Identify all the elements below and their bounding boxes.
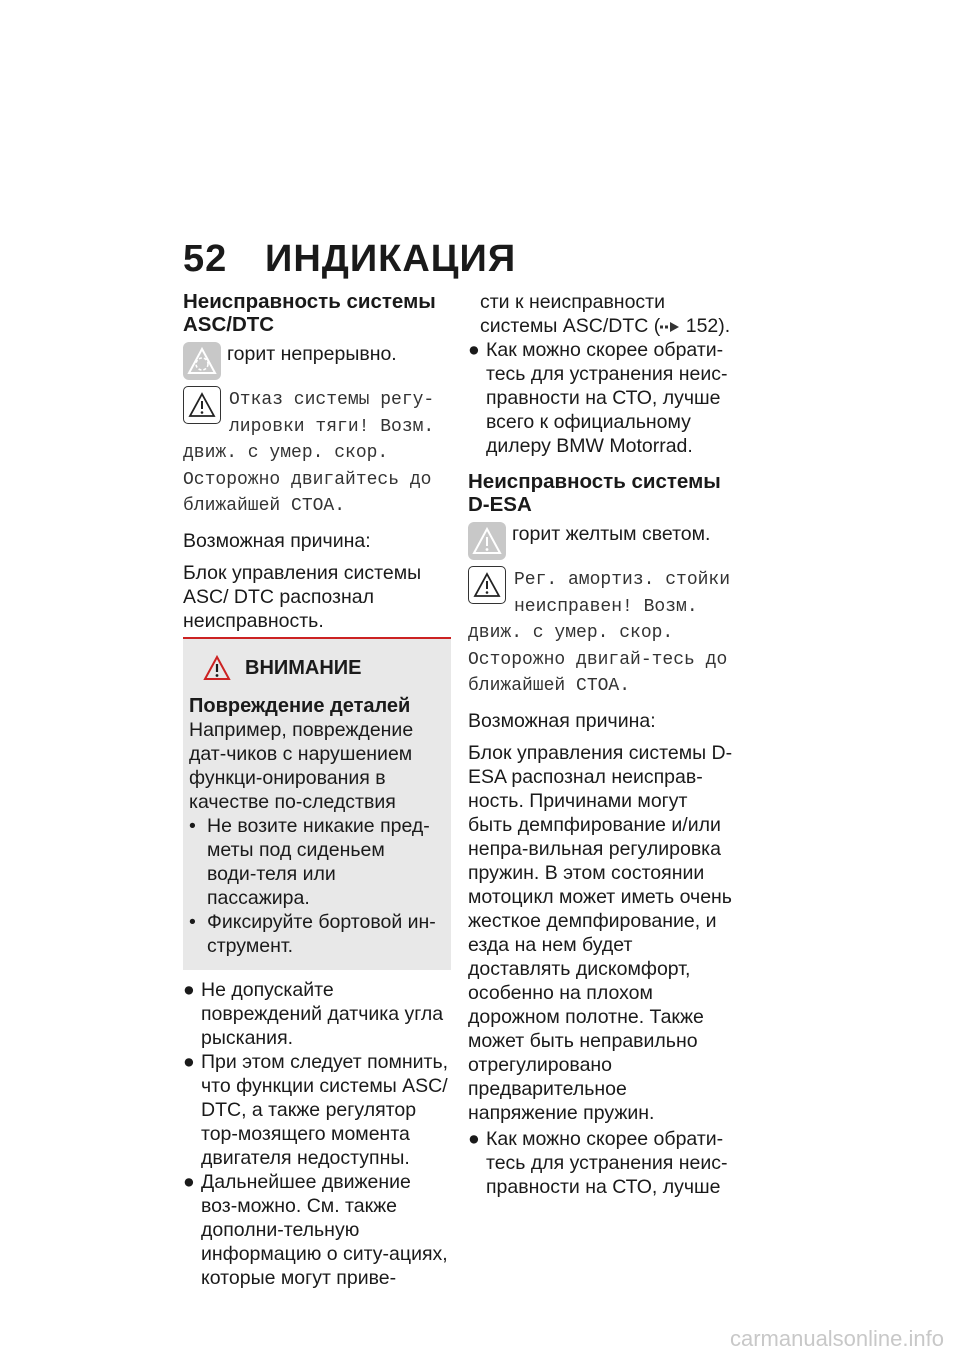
list-item: ● Дальнейшее движение воз-можно. См. также дополни-тельную информацию о ситу-ациях, которые могут приве- (183, 1170, 451, 1290)
list-item-text: Как можно скорее обрати-тесь для устранения неис-правности на СТО, лучше всего к официальному дилеру BMW Motorrad. (486, 339, 728, 457)
cause-label: Возможная причина: (468, 709, 656, 732)
page-reference[interactable]: 152). (685, 315, 731, 337)
list-item: ● Как можно скорее обрати-тесь для устранения неис-правности на СТО, лучше всего к официальному дилеру BMW Motorrad. (468, 338, 736, 458)
page-reference-arrow-icon (660, 322, 680, 332)
warning-triangle-icon (183, 386, 221, 424)
right-column (468, 290, 736, 1199)
cause-text: Блок управления системы ASC/ DTC распознал неисправность. (183, 561, 422, 632)
list-item-text: Дальнейшее движение воз-можно. См. также дополни-тельную информацию о ситу-ациях, которые могут приве- (201, 1170, 448, 1289)
indicator-row (183, 342, 451, 380)
cause-label: Возможная причина: (183, 529, 371, 552)
indicator-text: горит непрерывно. (227, 343, 397, 365)
warning-triangle-icon (468, 566, 506, 604)
attention-bullet: • Фиксируйте бортовой ин-струмент. (189, 910, 439, 958)
list-item-text: При этом следует помнить, что функции системы ASC/ DTC, а также регулятор тор-мозящего момента двигателя недоступны. (201, 1050, 449, 1169)
continued-text-body: сти к неисправности системы ASC/DTC ( (480, 291, 665, 337)
page-header (183, 238, 516, 281)
warning-triangle-filled-icon (468, 522, 506, 560)
page-number: 52 (183, 238, 228, 280)
display-message (468, 566, 736, 699)
list-item-text: Как можно скорее обрати-тесь для устранения неис-правности на СТО, лучше (486, 1127, 728, 1198)
list-item: ● При этом следует помнить, что функции системы ASC/ DTC, а также регулятор тор-мозящего момента двигателя недоступны. (183, 1050, 451, 1170)
attention-warning-icon (203, 655, 231, 681)
section-heading-desa: Неисправность системы D-ESA (468, 470, 721, 516)
display-message-text: Отказ системы регу-лировки тяги! Возм. движ. с умер. скор. Осторожно двигайтесь до ближайшей СТОА. (183, 390, 435, 516)
list-item-text: Не допускайте повреждений датчика угла рыскания. (201, 978, 444, 1049)
warning-triangle-filled-icon (183, 342, 221, 380)
section-heading-asc-dtc: Неисправность системы ASC/DTC (183, 290, 436, 336)
list-item: ● Не допускайте повреждений датчика угла рыскания. (183, 978, 451, 1050)
display-message (183, 386, 451, 519)
attention-header (203, 655, 439, 681)
left-column (183, 290, 451, 1290)
page-title: ИНДИКАЦИЯ (265, 238, 517, 280)
attention-subtitle: Повреждение деталей (189, 694, 411, 717)
list-item: ● Как можно скорее обрати-тесь для устранения неис-правности на СТО, лучше (468, 1127, 736, 1199)
attention-bullet-text: Не возите никакие пред-меты под сиденьем води-теля или пассажира. (207, 814, 430, 909)
attention-bullet-text: Фиксируйте бортовой ин-струмент. (207, 910, 436, 957)
indicator-row (468, 522, 736, 560)
indicator-text: горит желтым светом. (512, 523, 711, 545)
continued-text (468, 290, 736, 338)
attention-bullet: • Не возите никакие пред-меты под сиденьем води-теля или пассажира. (189, 814, 439, 910)
display-message-text: Рег. амортиз. стойки неисправен! Возм. движ. с умер. скор. Осторожно двигай-тесь до ближайшей СТОА. (468, 570, 731, 696)
attention-text: Например, повреждение дат-чиков с нарушением функци-онирования в качестве по-следствия (189, 718, 414, 813)
attention-box (183, 639, 451, 970)
cause-text: Блок управления системы D-ESA распознал неисправ-ность. Причинами могут быть демпфирование и/или непра-вильная регулировка пружин. В этом состоянии мотоцикл может иметь очень жесткое демпфирование, и езда на нем будет доставлять дискомфорт, особенно на плохом дорожном полотне. Также может быть неправильно отрегулировано предварительное напряжение пружин. (468, 741, 733, 1124)
attention-title: ВНИМАНИЕ (245, 656, 362, 679)
watermark: carmanualsonline.info (729, 1326, 944, 1351)
